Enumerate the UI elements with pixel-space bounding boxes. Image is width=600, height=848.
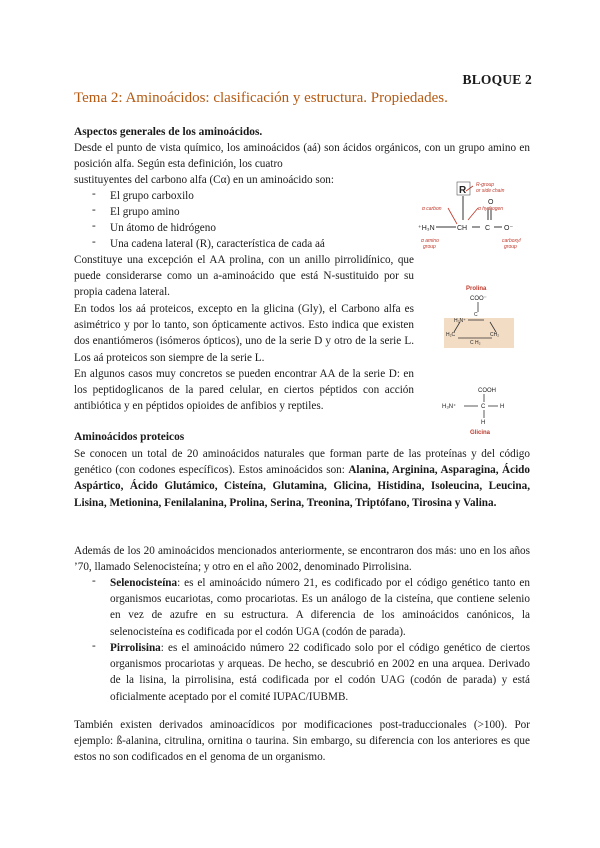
section-heading-proteicos: Aminoácidos proteicos: [74, 431, 185, 443]
list-bullet: -: [92, 220, 96, 232]
list-item: El grupo carboxilo: [110, 190, 194, 202]
glicina-carboxyl: COOH: [478, 388, 496, 394]
alpha-carbon-label: α carbon: [422, 206, 442, 212]
paragraph-d-series: En algunos casos muy concretos se pueden encontrar AA de la serie D: en los peptidoglicanos de la pared celular, en ciertos péptidos con acción antibiótica y en péptidos opioides de anfibios y reptiles.: [74, 368, 414, 413]
list-item-selenocisteina: [110, 575, 530, 640]
r-group-symbol: R: [459, 185, 467, 196]
paragraph-20-aminoacids: [74, 446, 530, 511]
carboxyl-carbon: C: [485, 225, 491, 232]
carboxylate-oxygen: O⁻: [504, 225, 514, 232]
list-bullet: -: [92, 188, 96, 200]
paragraph-extra-aminoacids: Además de los 20 aminoácidos mencionados anteriormente, se encontraron dos más: uno en los años ’70, llamado Selenocisteína; y otro en el año 2002, denominado Pirrolisina.: [74, 545, 530, 574]
amino-group-caption-2: group: [423, 244, 436, 250]
alpha-carbon-formula: CH: [457, 225, 468, 232]
prolina-alpha-carbon: C: [474, 312, 478, 318]
list-bullet: -: [92, 236, 96, 248]
paragraph-intro: Desde el punto de vista químico, los aminoácidos (aá) son ácidos orgánicos, con un grupo amino en posición alfa. Según esta definición, los cuatro: [74, 142, 530, 171]
glicina-label: Glicina: [470, 430, 491, 436]
section-heading-general: Aspectos generales de los aminoácidos.: [74, 126, 263, 138]
block-label: BLOQUE 2: [462, 72, 532, 87]
glicina-alpha-carbon: C: [481, 404, 486, 410]
carboxyl-group-caption-2: group: [504, 244, 517, 250]
glicina-hydrogen-right: H: [500, 404, 505, 410]
prolina-label: Prolina: [466, 286, 487, 292]
prolina-glicina-diagram: [440, 282, 520, 442]
paragraph-intro-cont: sustituyentes del carbono alfa (Cα) en un aminoácido son:: [74, 174, 335, 186]
list-item: Un átomo de hidrógeno: [110, 222, 216, 234]
list-item: El grupo amino: [110, 206, 180, 218]
page-title: Tema 2: Aminoácidos: clasificación y estructura. Propiedades.: [74, 90, 448, 106]
paragraph-chirality: En todos los aá proteicos, excepto en la glicina (Gly), el Carbono alfa es asimétrico y por lo tanto, son ópticamente activos. Esto indica que existen dos enantiómeros (isómeros ópticos), uno de la serie D y otro de la serie L. Los aá proteicos son siempre de la serie L.: [74, 303, 414, 364]
prolina-ch2-bottom: C H₂: [470, 340, 481, 346]
amino-group-caption: α amino: [421, 238, 439, 244]
pirrolisina-term: Pirrolisina: [110, 642, 161, 654]
prolina-ch2-right: CH₂: [490, 332, 500, 338]
aminoacid-list: Alanina, Arginina, Asparagina, Ácido Aspártico, Ácido Glutámico, Cisteína, Glutamina, Glicina, Histidina, Isoleucina, Leucina, Lisina, Metionina, Fenilalanina, Prolina, Serina, Treonina, Triptófano, Tirosina y Valina.: [74, 464, 531, 509]
amino-acid-structure-diagram: [418, 180, 533, 260]
list-bullet: -: [92, 575, 96, 587]
prolina-carboxylate: COO⁻: [470, 296, 487, 302]
list-bullet: -: [92, 640, 96, 652]
selenocisteina-description: : es el aminoácido número 21, es codificado por el código genético tanto en organismos eucariotas, como procariotas. Es un análogo de la cisteína, que contiene selenio en vez de azufre en su estructura. A diferencia de los aminoácidos canónicos, la selenocisteína es codificada por el codón UGA (codón de parada).: [110, 577, 530, 638]
amino-group-formula: ⁺H₃N: [418, 225, 435, 232]
list-item-pirrolisina: [110, 640, 530, 705]
prolina-ch2-left: H₂C: [446, 332, 456, 338]
glicina-amine: H₃N⁺: [442, 404, 457, 410]
glicina-hydrogen-bottom: H: [481, 420, 486, 426]
paragraph-prolina: Constituye una excepción el AA prolina, con un anillo pirrolidínico, que puede considerarse como un a-aminoácido que está N-sustituido por su propia cadena lateral.: [74, 254, 414, 299]
paragraph-20-intro: Se conocen un total de 20 aminoácidos naturales que forman parte de las proteínas y del código genético (con codones específicos). Estos aminoácidos son:: [74, 448, 530, 477]
carboxyl-group-caption: carboxyl: [502, 238, 521, 244]
pirrolisina-description: : es el aminoácido número 22 codificado solo por el código genético de ciertos organismos procariotas y arqueas. De hecho, se descubrió en 2002 en una arquea. Derivado de la lisina, la pirrolisina, está codificada por el codón UAG (codón de parada) y está oficialmente aceptado por el comité IUPAC/IUBMB.: [110, 642, 530, 703]
alpha-hydrogen-label: α hydrogen: [478, 206, 504, 212]
carbonyl-oxygen: O: [488, 199, 494, 206]
selenocisteina-term: Selenocisteína: [110, 577, 178, 589]
list-bullet: -: [92, 204, 96, 216]
prolina-amine: H₂N⁺: [454, 318, 466, 324]
r-group-caption-2: or side chain: [476, 188, 505, 194]
paragraph-derivatives: También existen derivados aminoacídicos por modificaciones post-traduccionales (>100). Por ejemplo: ß-alanina, citrulina, ornitina o taurina. Sin embargo, su diferencia con los anteriores es que estos no son codificados en el genoma de un organismo.: [74, 719, 530, 764]
r-group-caption: R-group: [476, 182, 495, 188]
list-item: Una cadena lateral (R), característica de cada aá: [110, 238, 325, 250]
